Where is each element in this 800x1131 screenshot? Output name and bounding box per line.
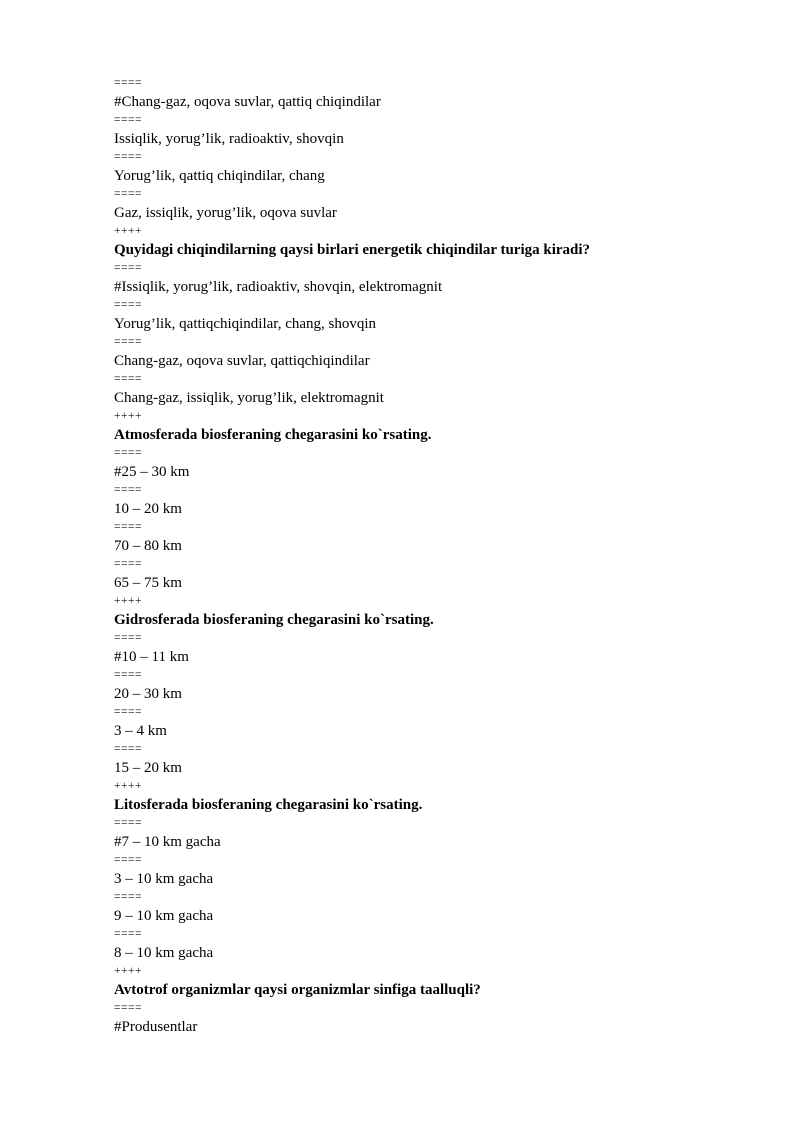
answer-option: Yorug’lik, qattiqchiqindilar, chang, shovqin	[114, 315, 377, 332]
separator-line: ====	[114, 743, 142, 755]
separator-line: ====	[114, 484, 142, 496]
answer-option: #Issiqlik, yorug’lik, radioaktiv, shovqin, elektromagnit	[114, 278, 443, 295]
document-body	[114, 74, 734, 1036]
separator-line: ====	[114, 77, 142, 89]
separator-line: ++++	[114, 225, 142, 237]
answer-option: 15 – 20 km	[114, 759, 182, 776]
answer-option: Issiqlik, yorug’lik, radioaktiv, shovqin	[114, 130, 344, 147]
separator-line: ====	[114, 1002, 142, 1014]
answer-option: Gaz, issiqlik, yorug’lik, oqova suvlar	[114, 204, 337, 221]
answer-option: #25 – 30 km	[114, 463, 190, 480]
question-text: Atmosferada biosferaning chegarasini ko`rsating.	[114, 426, 432, 443]
answer-option: 65 – 75 km	[114, 574, 182, 591]
answer-option: 9 – 10 km gacha	[114, 907, 214, 924]
separator-line: ====	[114, 928, 142, 940]
answer-option: #Chang-gaz, oqova suvlar, qattiq chiqindilar	[114, 93, 381, 110]
question-text: Gidrosferada biosferaning chegarasini ko`rsating.	[114, 611, 434, 628]
separator-line: ====	[114, 632, 142, 644]
answer-option: 3 – 4 km	[114, 722, 167, 739]
separator-line: ====	[114, 521, 142, 533]
separator-line: ====	[114, 299, 142, 311]
separator-line: ====	[114, 854, 142, 866]
separator-line: ====	[114, 262, 142, 274]
separator-line: ====	[114, 151, 142, 163]
separator-line: ====	[114, 373, 142, 385]
answer-option: Chang-gaz, oqova suvlar, qattiqchiqindilar	[114, 352, 370, 369]
answer-option: #10 – 11 km	[114, 648, 189, 665]
separator-line: ====	[114, 336, 142, 348]
separator-line: ====	[114, 558, 142, 570]
separator-line: ====	[114, 114, 142, 126]
separator-line: ++++	[114, 410, 142, 422]
question-text: Quyidagi chiqindilarning qaysi birlari energetik chiqindilar turiga kiradi?	[114, 241, 591, 258]
answer-option: 20 – 30 km	[114, 685, 182, 702]
separator-line: ====	[114, 447, 142, 459]
separator-line: ====	[114, 817, 142, 829]
separator-line: ====	[114, 891, 142, 903]
answer-option: Chang-gaz, issiqlik, yorug’lik, elektromagnit	[114, 389, 384, 406]
separator-line: ++++	[114, 595, 142, 607]
answer-option: Yorug’lik, qattiq chiqindilar, chang	[114, 167, 325, 184]
answer-option: 70 – 80 km	[114, 537, 182, 554]
answer-option: #Produsentlar	[114, 1018, 198, 1035]
separator-line: ====	[114, 706, 142, 718]
answer-option: 8 – 10 km gacha	[114, 944, 214, 961]
question-text: Avtotrof organizmlar qaysi organizmlar sinfiga taalluqli?	[114, 981, 481, 998]
question-text: Litosferada biosferaning chegarasini ko`rsating.	[114, 796, 423, 813]
answer-option: 3 – 10 km gacha	[114, 870, 214, 887]
answer-option: 10 – 20 km	[114, 500, 182, 517]
separator-line: ++++	[114, 965, 142, 977]
answer-option: #7 – 10 km gacha	[114, 833, 221, 850]
separator-line: ++++	[114, 780, 142, 792]
separator-line: ====	[114, 669, 142, 681]
separator-line: ====	[114, 188, 142, 200]
